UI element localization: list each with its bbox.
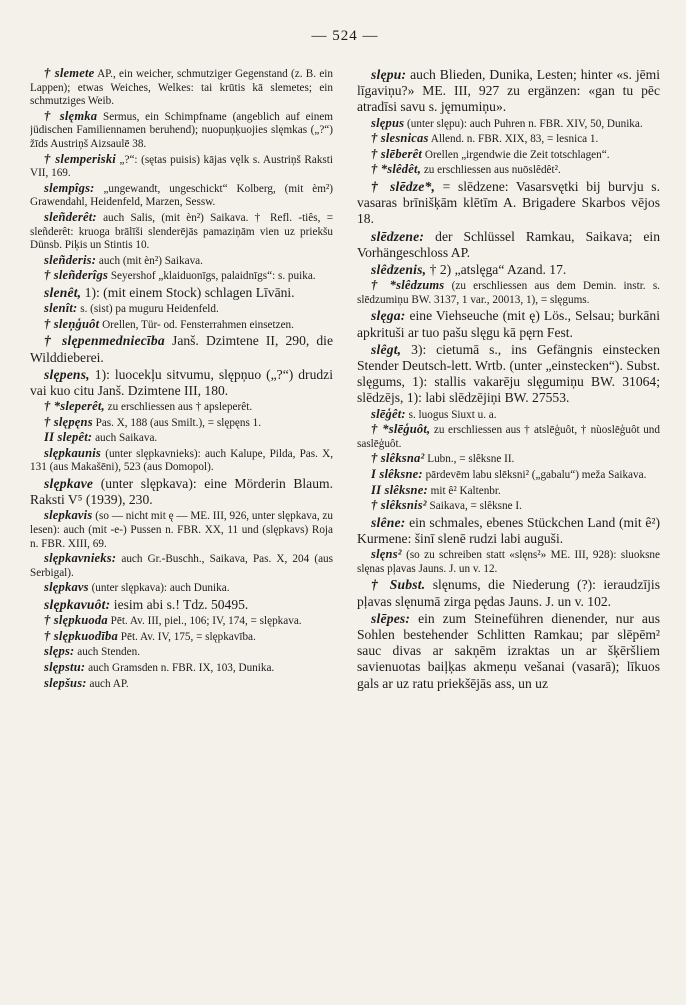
entry-headword: † slępęns [44,414,93,429]
entry-headword: slępens, [44,366,90,382]
entry-text: s. luogus Siuxt u. a. [405,408,497,421]
dictionary-entry [357,468,660,483]
dictionary-entry [30,269,333,284]
entry-text: Pas. X, 188 (aus Smilt.), = slępęns 1. [92,416,262,429]
entry-text: AP., ein weicher, schmutziger Gegenstand (z. B. ein Lappen); etwas Weiches, Welkes: tai krūtis kā slemetes; ein schmutziges Weib. [30,68,333,108]
dictionary-entry [357,229,660,261]
dictionary-entry [30,416,333,431]
entry-headword: slêne: [371,514,406,530]
dictionary-entry [357,179,660,228]
entry-text: auch (mit èn²) Saikava. [96,254,203,267]
columns [30,67,660,693]
entry-headword: † slemete [44,67,95,80]
dictionary-entry [30,285,333,301]
entry-headword: II slepêt: [44,430,93,445]
entry-text: slęnums, die Niederung (?): ieraudzījis pļavas slęnumā zirga pędas Jauns. J. un v. 102. [357,577,660,609]
entry-text: (unter slępu): auch Puhren n. FBR. XIV, 50, Dunika. [404,117,643,130]
entry-text: (so zu schreiben statt «slęns²» ME. III, 928): sluoksne slęnas pļavas Jauns. J. un v. 12. [357,549,660,575]
entry-headword: † sleņģuôt [44,316,100,331]
dictionary-entry [30,67,333,109]
entry-text: auch Gramsden n. FBR. IX, 103, Dunika. [85,662,275,675]
dictionary-entry [357,499,660,514]
entry-text: der Schlüssel Ramkau, Saikava; ein Vorhängeschloss AP. [357,228,660,260]
entry-headword: † slesnicas [371,131,429,146]
entry-headword: slęga: [371,308,406,324]
dictionary-entry [357,132,660,147]
dictionary-entry [357,452,660,467]
dictionary-entry [357,148,660,163]
entry-headword: † *slêdêt, [371,162,422,177]
entry-headword: slępkave [44,476,94,492]
dictionary-entry [30,182,333,210]
entry-headword: † slępkuoda [44,613,108,628]
entry-text: Orellen, Tür- od. Fensterrahmen einsetzen. [99,318,294,331]
entry-text: eine Viehseuche (mit ę) Lös., Selsau; burkāni apkrituši ar tuo pašu slęgu kā pęrn Fest. [357,308,660,340]
dictionary-entry [30,110,333,152]
entry-text: auch AP. [86,677,129,690]
entry-text: pārdevēm labu slēksni² („gabalu“) meža Saikava. [422,468,647,481]
entry-text: † 2) „atslęga“ Azand. 17. [426,262,567,277]
dictionary-entry [30,630,333,645]
dictionary-entry [357,67,660,116]
entry-headword: slenît: [44,301,78,316]
entry-text: auch Salis, (mit èn²) Saikava. † Refl. -tiês, = sleñderêt: kruoga brālīši slenderējās pamaziņām vien uz priekšu Dünsb. Piķis un Stintis 10. [30,211,333,252]
dictionary-entry [357,548,660,576]
entry-headword: † slēberêt [371,146,423,161]
entry-text: zu erschliessen aus † atslēģuôt, † nùoslēģuôt und saslēģuôt. [357,424,660,450]
dictionary-entry [357,342,660,407]
dictionary-entry [30,661,333,676]
entry-text: (so — nicht mit ę — ME. III, 926, unter slępkava, zu lesen): auch (mit -e-) Pussen n. FBR. XX, 11 und (slępkavs) Roja n. FBR. XIII, 69. [30,510,333,550]
entry-headword: II slêksne: [371,482,428,497]
entry-headword: † Subst. [371,577,426,593]
entry-text: Lubn., = slêksne II. [424,453,515,466]
entry-headword: slēdzene: [371,228,425,244]
dictionary-entry [357,577,660,609]
entry-text: Seyershof „klaiduonīgs, palaidnīgs“: s. puika. [108,270,316,283]
dictionary-entry [30,597,333,613]
entry-headword: slêgt, [371,341,402,357]
entry-headword: † slêksnis² [371,498,427,513]
entry-text: Pēt. Av. III, piel., 106; IV, 174, = slępkava. [107,615,302,628]
entry-text: „?“: (sętas puisis) kājas vęlk s. Austriņš Raksti VII, 169. [30,153,333,180]
entry-text: Saikava, = slêksne I. [426,500,522,513]
dictionary-entry [357,279,660,307]
entry-headword: slepkavis [44,508,93,523]
entry-headword: † slępkuodība [44,628,118,643]
dictionary-entry [357,262,660,278]
entry-text: 1): luocekļu sitvumu, slępņuo („?“) drudzi vai kuo citu Janš. Dzimtene III, 180. [30,366,333,398]
dictionary-entry [30,318,333,333]
entry-headword: slępus [371,115,405,130]
entry-text: iesim abi s.! Tdz. 50495. [110,597,249,613]
dictionary-entry [30,447,333,475]
entry-headword: slēģêt: [371,406,406,421]
entry-headword: sleñderêt: [44,209,97,224]
page-number: — 524 — [311,28,379,44]
entry-headword: slęns² [371,547,402,562]
dictionary-entry [30,645,333,660]
entry-headword: slęps: [44,644,75,659]
dictionary-entry [30,400,333,415]
entry-headword: slępkavuôt: [44,597,111,613]
entry-text: Pēt. Av. IV, 175, = slępkavība. [117,630,256,643]
entry-headword: † slêksna² [371,451,425,466]
entry-headword: † *slēģuôt, [371,422,431,437]
dictionary-entry [357,163,660,178]
dictionary-entry [30,476,333,508]
dictionary-entry [357,117,660,132]
entry-text: mit ê² Kaltenbr. [427,484,501,497]
entry-text: Orellen „irgendwie die Zeit totschlagen“. [422,148,610,161]
entry-text: s. (sist) pa muguru Heidenfeld. [77,303,219,316]
entry-text: Allend. n. FBR. XIX, 83, = lesnica 1. [428,133,599,146]
entry-text: 3): cietumā s., ins Gefängnis einstecken Stender Deutsch-lett. Wrtb. (unter „einstecken“). Subst. slęgums, 1): stallis vakarēju slęgumiņu BW. 31064; slēdzējs, 1): labi slēdzējiņi BW. 27553. [357,341,660,406]
entry-text: auch Blieden, Dunika, Lesten; hinter «s. jēmi līgaviņu?» ME. III, 927 zu ergänzen: «gan tu pēc atradīsi savu s. jęmumiņu». [357,67,660,115]
dictionary-entry [357,515,660,547]
dictionary-entry [357,611,660,692]
entry-text: (unter slępkavnieks): auch Kalupe, Pilda, Pas. X, 131 (aus Makašēni), 523 (aus Domopol). [30,447,333,474]
entry-text: „ungewandt, ungeschickt“ Kolberg, (mit èm²) Grawendahl, Heidenfeld, Marzen, Sessw. [30,182,333,209]
entry-text: zu erschliessen aus nuōslêdêt². [421,164,561,177]
dictionary-entry [30,431,333,446]
entry-headword: † slemperiski [44,151,116,166]
entry-text: Sermus, ein Schimpfname (angeblich auf einem jüdischen Familiennamen beruhend); nuopuņķuojies slęmkas („?“) žīds Austriņš Aizsaulē 38. [30,110,333,150]
dictionary-entry [30,677,333,692]
entry-headword: slępu: [371,67,407,82]
dictionary-entry [30,302,333,317]
entry-headword: slēpes: [371,610,411,626]
dictionary-entry [30,581,333,596]
entry-headword: † slęmka [44,108,98,123]
right-column [351,67,660,693]
dictionary-entry [357,484,660,499]
entry-headword: † *slêdzums [371,278,445,293]
entry-headword: † *sleperêt, [44,399,105,414]
entry-text: auch Stenden. [74,646,140,659]
entry-headword: slepšus: [44,675,87,690]
entry-text: auch Gr.-Buschh., Saikava, Pas. X, 204 (aus Serbigal). [30,553,333,579]
entry-headword: slenêt, [44,284,82,300]
dictionary-entry [30,614,333,629]
entry-headword: † slępenmedniecība [44,333,165,349]
entry-headword: slempîgs: [44,180,95,195]
dictionary-entry [30,153,333,181]
entry-text: ein schmales, ebenes Stückchen Land (mit ê²) Kurmene: šinī slenē rudzi labi auguši. [357,514,660,546]
entry-text: (unter slępkava): auch Dunika. [88,582,230,595]
dictionary-entry [30,211,333,253]
entry-headword: sleñderis: [44,252,97,267]
dictionary-entry [30,254,333,269]
entry-headword: slępkaunis [44,445,102,460]
entry-headword: † sleñderîgs [44,268,109,283]
entry-text: ein zum Steineführen dienender, nur aus Sohlen bestehender Schlitten Ramkau; par slēpēm² sauc divas ar sakņēm izraktas un ar šķēršliem savienuotas baiļķas akmeņu vešanai (vasarā); līkuos gals ar uz ratu priekšējās ass, un uz [357,610,660,691]
entry-text: Janš. Dzimtene II, 290, die Wilddieberei. [30,333,333,365]
entry-text: = slēdzene: Vasarsvętki bij burvju s. vasaras brīnišķām klētīm A. Brigadere Skarbos vējos 18. [357,178,660,227]
dictionary-entry [357,423,660,451]
dictionary-entry [30,333,333,365]
entry-text: (unter slępkava): eine Mörderin Blaum. Raksti V⁵ (1939), 230. [30,476,333,508]
entry-headword: I slêksne: [371,466,423,481]
entry-headword: † slēdze*, [371,178,436,194]
dictionary-entry [30,367,333,399]
entry-text: auch Saikava. [92,432,158,445]
dictionary-entry [357,408,660,423]
dictionary-entry [357,308,660,340]
left-column [30,67,339,693]
entry-headword: slępkavnieks: [44,551,117,566]
dictionary-entry [30,552,333,580]
entry-text: zu erschliessen aus † apsleperêt. [104,401,253,414]
dictionary-entry [30,509,333,551]
entry-headword: slępstu: [44,660,86,675]
entry-text: 1): (mit einem Stock) schlagen Līvāni. [81,284,295,300]
entry-headword: slêdzenis, [371,262,427,277]
entry-text: (zu erschliessen aus dem Demin. instr. s. slēdzumiņu BW. 3137, 1 var., 20013, 1), = slęgums. [357,280,660,306]
entry-headword: slępkavs [44,580,89,595]
